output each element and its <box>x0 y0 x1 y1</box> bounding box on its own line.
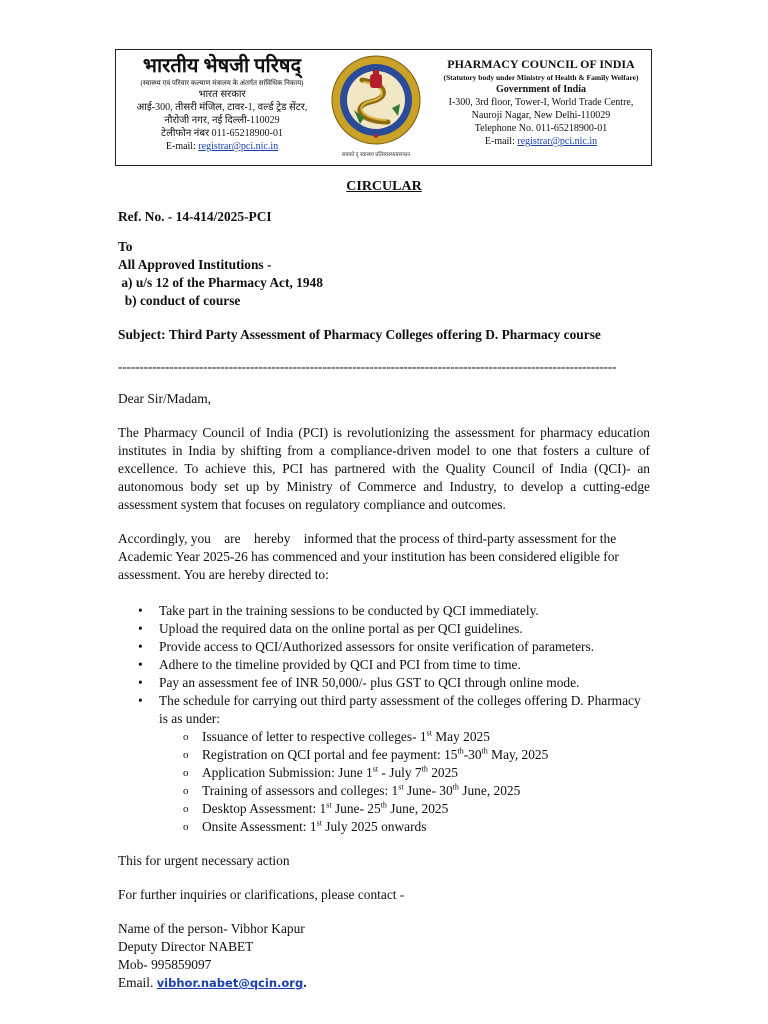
org-subtitle-hindi: (स्वास्थ्य एवं परिवार कल्याण मंत्रालय के अंतर्गत सांविधिक निकाय) <box>140 79 304 87</box>
salutation: Dear Sir/Madam, <box>118 391 211 406</box>
directive-list <box>118 602 650 836</box>
govt-hindi: भारत सरकार <box>198 89 246 100</box>
schedule-item: o Onsite Assessment: 1st July 2025 onwards <box>202 818 650 836</box>
to-label: To <box>118 239 133 254</box>
email-label: E-mail: <box>165 141 199 152</box>
address-english-2: Nauroji Nagar, New Delhi-110029 <box>471 110 611 121</box>
list-item: • Take part in the training sessions to be conducted by QCI immediately. <box>159 602 650 620</box>
separator-line: --------------------------------------------------------------------------------------------------------------------- <box>118 359 617 374</box>
list-item <box>159 692 650 836</box>
contact-email-link[interactable]: vibhor.nabet@qcin.org <box>156 976 304 990</box>
address-hindi-2: नौरोजी नगर, नई दिल्ली-110029 <box>164 115 280 126</box>
email-link-hindi[interactable]: registrar@pci.nic.in <box>198 141 279 152</box>
letterhead <box>115 49 652 166</box>
contact-email-line: Email. vibhor.nabet@qcin.org. <box>118 975 307 990</box>
contact-name: Name of the person- Vibhor Kapur <box>118 921 305 936</box>
email-label: E-mail: <box>484 136 518 147</box>
circular-heading: CIRCULAR <box>346 179 422 194</box>
list-item: • Adhere to the timeline provided by QCI and PCI from time to time. <box>159 656 650 674</box>
schedule-item: o Application Submission: June 1st - July 7th 2025 <box>202 764 650 782</box>
phone-hindi: टेलीफोन नंबर 011-65218900-01 <box>161 128 283 139</box>
circular-body <box>118 178 650 992</box>
schedule-intro: The schedule for carrying out third party assessment of the colleges offering D. Pharmacy is as under: <box>159 693 641 726</box>
contact-mobile: Mob- 995859097 <box>118 957 212 972</box>
letterhead-hindi <box>122 54 322 153</box>
directive-paragraph <box>118 530 650 584</box>
intro-paragraph: The Pharmacy Council of India (PCI) is revolutionizing the assessment for pharmacy education institutes in India by shifting from a compliance-driven model to one that fosters a culture of excellence. To achieve this, PCI has partnered with the Quality Council of India (QCI)- an autonomous body set up by Ministry of Commerce and Industry, to develop a cutting-edge assessment system that focuses on regulatory compliance and outcomes. <box>118 425 650 512</box>
pci-emblem-icon <box>330 52 422 152</box>
recipients-block <box>118 238 650 310</box>
directive-rest: Academic Year 2025-26 has commenced and your institution has been considered eligible for assessment. You are hereby directed to: <box>118 549 619 582</box>
list-item: • Upload the required data on the online portal as per QCI guidelines. <box>159 620 650 638</box>
address-hindi-1: आई-300, तीसरी मंजिल, टावर-1, वर्ल्ड ट्रेड सेंटर, <box>136 102 308 113</box>
contact-title: Deputy Director NABET <box>118 939 254 954</box>
phone-english: Telephone No. 011-65218900-01 <box>474 123 608 134</box>
schedule-list <box>159 728 650 836</box>
recipients-title: All Approved Institutions - <box>118 257 272 272</box>
list-item: • Pay an assessment fee of INR 50,000/- plus GST to QCI through online mode. <box>159 674 650 692</box>
org-name-hindi: भारतीय भेषजी परिषद् <box>142 55 302 77</box>
schedule-item: o Registration on QCI portal and fee payment: 15th-30th May, 2025 <box>202 746 650 764</box>
contact-email-label: Email. <box>118 975 157 990</box>
reference-number: Ref. No. - 14-414/2025-PCI <box>118 209 272 224</box>
recipient-b: b) conduct of course <box>118 293 241 308</box>
inquiries-note: For further inquiries or clarifications, please contact - <box>118 887 405 902</box>
org-name-english: PHARMACY COUNCIL OF INDIA <box>447 57 635 71</box>
schedule-item: o Desktop Assessment: 1st June- 25th June, 2025 <box>202 800 650 818</box>
address-english-1: I-300, 3rd floor, Tower-I, World Trade Centre, <box>448 97 634 108</box>
urgent-note: This for urgent necessary action <box>118 853 290 868</box>
email-hindi-line <box>122 140 322 153</box>
list-item: • Provide access to QCI/Authorized assessors for onsite verification of parameters. <box>159 638 650 656</box>
contact-block <box>118 920 650 992</box>
logo-motto: सबको दृ स्वास्थ्य प्रतिस्वस्थ्यप्रसाधन <box>341 152 411 158</box>
directive-line-1: Accordingly, you are hereby informed that the process of third-party assessment for the <box>118 531 617 546</box>
govt-english: Government of India <box>496 84 586 95</box>
org-subtitle-english: (Statutory body under Ministry of Health & Family Welfare) <box>443 73 639 82</box>
subject-line: Subject: Third Party Assessment of Pharmacy Colleges offering D. Pharmacy course <box>118 327 601 342</box>
email-english-line <box>434 135 648 148</box>
pci-logo <box>328 52 424 164</box>
letterhead-english <box>434 56 648 148</box>
email-link-english[interactable]: registrar@pci.nic.in <box>517 136 598 147</box>
schedule-item: o Training of assessors and colleges: 1st June- 30th June, 2025 <box>202 782 650 800</box>
schedule-item: o Issuance of letter to respective colleges- 1st May 2025 <box>202 728 650 746</box>
recipient-a: a) u/s 12 of the Pharmacy Act, 1948 <box>118 275 323 290</box>
